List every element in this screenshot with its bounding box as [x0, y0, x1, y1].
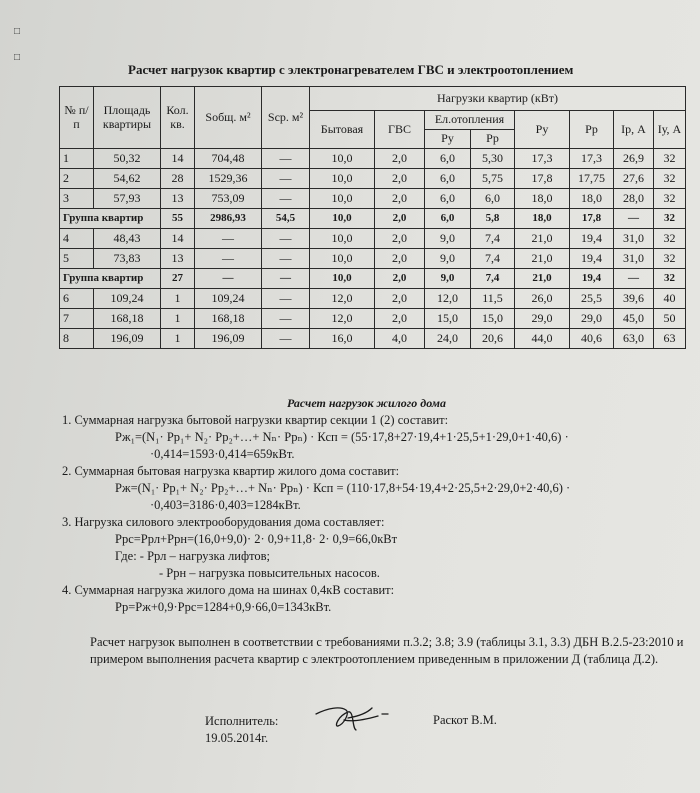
- cell-ir: 26,9: [614, 149, 654, 169]
- cell-s-total: 753,09: [195, 189, 262, 209]
- table-row: [60, 149, 686, 169]
- cell-ir: 31,0: [614, 249, 654, 269]
- cell-num: 1: [60, 149, 94, 169]
- calc-formula: Рр=Рж+0,9·Ррс=1284+0,9·66,0=1343кВт.: [115, 600, 332, 614]
- col-header-rp: Рр: [570, 111, 614, 149]
- col-header-household: Бытовая: [310, 111, 375, 149]
- load-table: [59, 86, 686, 349]
- cell-s-total: 168,18: [195, 309, 262, 329]
- table-row: [60, 289, 686, 309]
- col-header-gvs: ГВС: [375, 111, 425, 149]
- cell-num: 5: [60, 249, 94, 269]
- col-header-heating: Ел.отопления: [425, 111, 515, 130]
- cell-area: 109,24: [94, 289, 161, 309]
- cell-area: 54,62: [94, 169, 161, 189]
- cell-ru: 21,0: [515, 269, 570, 289]
- cell-household: 12,0: [310, 309, 375, 329]
- cell-household: 10,0: [310, 169, 375, 189]
- cell-heating-rp: 15,0: [471, 309, 515, 329]
- calc-formula: Рж₁=(N₁· Рр₁+ N₂· Рр₂+…+ Nₙ· Ррₙ) · Ксп = (55·17,8+27·19,4+1·25,5+1·29,0+1·40,6) ·: [115, 430, 569, 444]
- cell-count: 27: [161, 269, 195, 289]
- cell-ru: 18,0: [515, 209, 570, 229]
- cell-household: 10,0: [310, 249, 375, 269]
- conclusion-text: Расчет нагрузок выполнен в соответствии с требованиями п.3.2; 3.8; 3.9 (таблицы 3.1, 3.3) ДБН В.2.5-23:2010 и примером выполнения расчета квартир с электроотоплением приведенным в приложении Д (таблица Д.2).: [90, 635, 684, 666]
- cell-ru: 44,0: [515, 329, 570, 349]
- cell-group-label: Группа квартир: [60, 209, 161, 229]
- cell-heating-rp: 11,5: [471, 289, 515, 309]
- table-row: [60, 169, 686, 189]
- cell-rp: 40,6: [570, 329, 614, 349]
- punch-mark: □: [14, 52, 21, 63]
- calc-item-3-title: 3. Нагрузка силового электрооборудования дома составляет:: [62, 515, 385, 529]
- cell-s-total: —: [195, 249, 262, 269]
- cell-household: 10,0: [310, 269, 375, 289]
- cell-heating-ru: 24,0: [425, 329, 471, 349]
- cell-num: 7: [60, 309, 94, 329]
- cell-num: 3: [60, 189, 94, 209]
- cell-gvs: 2,0: [375, 309, 425, 329]
- cell-count: 13: [161, 249, 195, 269]
- cell-household: 10,0: [310, 229, 375, 249]
- cell-count: 28: [161, 169, 195, 189]
- calc-section: [62, 412, 692, 616]
- cell-s-cp: —: [262, 249, 310, 269]
- calc-item-1-title: 1. Суммарная нагрузка бытовой нагрузки квартир секции 1 (2) составит:: [62, 413, 449, 427]
- cell-rp: 19,4: [570, 269, 614, 289]
- cell-household: 16,0: [310, 329, 375, 349]
- cell-ir: 28,0: [614, 189, 654, 209]
- cell-gvs: 2,0: [375, 269, 425, 289]
- cell-count: 13: [161, 189, 195, 209]
- cell-count: 55: [161, 209, 195, 229]
- cell-rp: 25,5: [570, 289, 614, 309]
- cell-area: 50,32: [94, 149, 161, 169]
- cell-heating-ru: 12,0: [425, 289, 471, 309]
- cell-heating-rp: 7,4: [471, 249, 515, 269]
- cell-num: 6: [60, 289, 94, 309]
- executor-label: Исполнитель:: [205, 714, 279, 728]
- cell-ru: 17,3: [515, 149, 570, 169]
- cell-rp: 17,75: [570, 169, 614, 189]
- cell-gvs: 2,0: [375, 189, 425, 209]
- cell-ru: 21,0: [515, 229, 570, 249]
- cell-heating-ru: 6,0: [425, 209, 471, 229]
- cell-s-total: —: [195, 269, 262, 289]
- cell-s-cp: —: [262, 229, 310, 249]
- cell-heating-rp: 6,0: [471, 189, 515, 209]
- col-header-s-total: Sобщ. м²: [195, 87, 262, 149]
- cell-heating-rp: 7,4: [471, 229, 515, 249]
- cell-s-cp: —: [262, 269, 310, 289]
- cell-s-total: 1529,36: [195, 169, 262, 189]
- cell-heating-rp: 5,8: [471, 209, 515, 229]
- cell-iu: 40: [654, 289, 686, 309]
- cell-ru: 26,0: [515, 289, 570, 309]
- group-row: [60, 209, 686, 229]
- cell-area: 196,09: [94, 329, 161, 349]
- cell-iu: 32: [654, 249, 686, 269]
- calc-note: - Ррн – нагрузка повысительных насосов.: [159, 566, 380, 580]
- cell-s-cp: —: [262, 289, 310, 309]
- cell-area: 168,18: [94, 309, 161, 329]
- col-header-heating-ru: Ру: [425, 130, 471, 149]
- cell-household: 10,0: [310, 189, 375, 209]
- cell-gvs: 2,0: [375, 169, 425, 189]
- cell-count: 1: [161, 309, 195, 329]
- cell-area: 73,83: [94, 249, 161, 269]
- cell-rp: 18,0: [570, 189, 614, 209]
- cell-gvs: 2,0: [375, 209, 425, 229]
- cell-rp: 19,4: [570, 249, 614, 269]
- cell-ru: 18,0: [515, 189, 570, 209]
- cell-heating-ru: 9,0: [425, 249, 471, 269]
- cell-s-total: 109,24: [195, 289, 262, 309]
- cell-s-cp: 54,5: [262, 209, 310, 229]
- cell-s-cp: —: [262, 169, 310, 189]
- cell-iu: 50: [654, 309, 686, 329]
- cell-gvs: 2,0: [375, 229, 425, 249]
- cell-rp: 17,3: [570, 149, 614, 169]
- cell-heating-rp: 7,4: [471, 269, 515, 289]
- col-header-area: Площадь квартиры: [94, 87, 161, 149]
- cell-heating-rp: 5,30: [471, 149, 515, 169]
- cell-household: 10,0: [310, 209, 375, 229]
- cell-iu: 32: [654, 169, 686, 189]
- cell-s-total: 196,09: [195, 329, 262, 349]
- cell-iu: 32: [654, 209, 686, 229]
- cell-ir: 31,0: [614, 229, 654, 249]
- calc-formula-cont: ·0,414=1593·0,414=659кВт.: [150, 447, 295, 461]
- cell-s-cp: —: [262, 189, 310, 209]
- calc-item-4-title: 4. Суммарная нагрузка жилого дома на шинах 0,4кВ составит:: [62, 583, 395, 597]
- cell-heating-ru: 6,0: [425, 149, 471, 169]
- col-header-count: Кол. кв.: [161, 87, 195, 149]
- cell-ir: 63,0: [614, 329, 654, 349]
- cell-iu: 32: [654, 189, 686, 209]
- cell-s-cp: —: [262, 329, 310, 349]
- cell-gvs: 2,0: [375, 289, 425, 309]
- cell-s-total: 704,48: [195, 149, 262, 169]
- cell-s-cp: —: [262, 149, 310, 169]
- table-row: [60, 249, 686, 269]
- cell-ru: 21,0: [515, 249, 570, 269]
- col-header-loads: Нагрузки квартир (кВт): [310, 87, 686, 111]
- cell-group-label: Группа квартир: [60, 269, 161, 289]
- cell-count: 1: [161, 289, 195, 309]
- cell-gvs: 4,0: [375, 329, 425, 349]
- cell-gvs: 2,0: [375, 249, 425, 269]
- cell-ir: 27,6: [614, 169, 654, 189]
- cell-count: 14: [161, 229, 195, 249]
- calc-item-2-title: 2. Суммарная бытовая нагрузка квартир жилого дома составит:: [62, 464, 400, 478]
- cell-ir: 39,6: [614, 289, 654, 309]
- cell-heating-ru: 6,0: [425, 169, 471, 189]
- col-header-ru: Ру: [515, 111, 570, 149]
- cell-num: 4: [60, 229, 94, 249]
- cell-heating-ru: 6,0: [425, 189, 471, 209]
- cell-ir: —: [614, 209, 654, 229]
- signature: [308, 700, 398, 734]
- cell-heating-rp: 5,75: [471, 169, 515, 189]
- date: 19.05.2014г.: [205, 731, 269, 745]
- cell-num: 2: [60, 169, 94, 189]
- cell-rp: 17,8: [570, 209, 614, 229]
- cell-heating-ru: 15,0: [425, 309, 471, 329]
- col-header-iu: Іу, А: [654, 111, 686, 149]
- cell-count: 14: [161, 149, 195, 169]
- document-title: Расчет нагрузок квартир с электронагревателем ГВС и электроотоплением: [128, 62, 574, 77]
- executor-name: Раскот В.М.: [433, 713, 497, 727]
- cell-num: 8: [60, 329, 94, 349]
- cell-count: 1: [161, 329, 195, 349]
- calc-note: Где: - Ррл – нагрузка лифтов;: [115, 549, 270, 563]
- calc-heading: Расчет нагрузок жилого дома: [287, 396, 446, 410]
- executor-block: [205, 713, 278, 747]
- calc-formula-cont: ·0,403=3186·0,403=1284кВт.: [150, 498, 301, 512]
- cell-ru: 17,8: [515, 169, 570, 189]
- cell-ir: —: [614, 269, 654, 289]
- cell-s-total: 2986,93: [195, 209, 262, 229]
- cell-heating-ru: 9,0: [425, 269, 471, 289]
- cell-heating-ru: 9,0: [425, 229, 471, 249]
- table-row: [60, 229, 686, 249]
- group-row: [60, 269, 686, 289]
- col-header-ir: Ір, А: [614, 111, 654, 149]
- calc-formula: Рж=(N₁· Рр₁+ N₂· Рр₂+…+ Nₙ· Ррₙ) · Ксп = (110·17,8+54·19,4+2·25,5+2·29,0+2·40,6) ·: [115, 481, 571, 495]
- cell-s-total: —: [195, 229, 262, 249]
- table-row: [60, 189, 686, 209]
- cell-s-cp: —: [262, 309, 310, 329]
- cell-area: 48,43: [94, 229, 161, 249]
- cell-area: 57,93: [94, 189, 161, 209]
- cell-ir: 45,0: [614, 309, 654, 329]
- cell-gvs: 2,0: [375, 149, 425, 169]
- col-header-heating-rp: Рр: [471, 130, 515, 149]
- punch-mark: □: [14, 26, 21, 37]
- col-header-num: № п/п: [60, 87, 94, 149]
- cell-rp: 19,4: [570, 229, 614, 249]
- table-row: [60, 309, 686, 329]
- cell-household: 12,0: [310, 289, 375, 309]
- cell-iu: 32: [654, 229, 686, 249]
- table-row: [60, 329, 686, 349]
- cell-heating-rp: 20,6: [471, 329, 515, 349]
- calc-formula: Ррс=Ррл+Ррн=(16,0+9,0)· 2· 0,9+11,8· 2· 0,9=66,0кВт: [115, 532, 398, 546]
- cell-iu: 32: [654, 149, 686, 169]
- col-header-s-cp: Sср. м²: [262, 87, 310, 149]
- cell-rp: 29,0: [570, 309, 614, 329]
- cell-iu: 63: [654, 329, 686, 349]
- cell-household: 10,0: [310, 149, 375, 169]
- cell-iu: 32: [654, 269, 686, 289]
- cell-ru: 29,0: [515, 309, 570, 329]
